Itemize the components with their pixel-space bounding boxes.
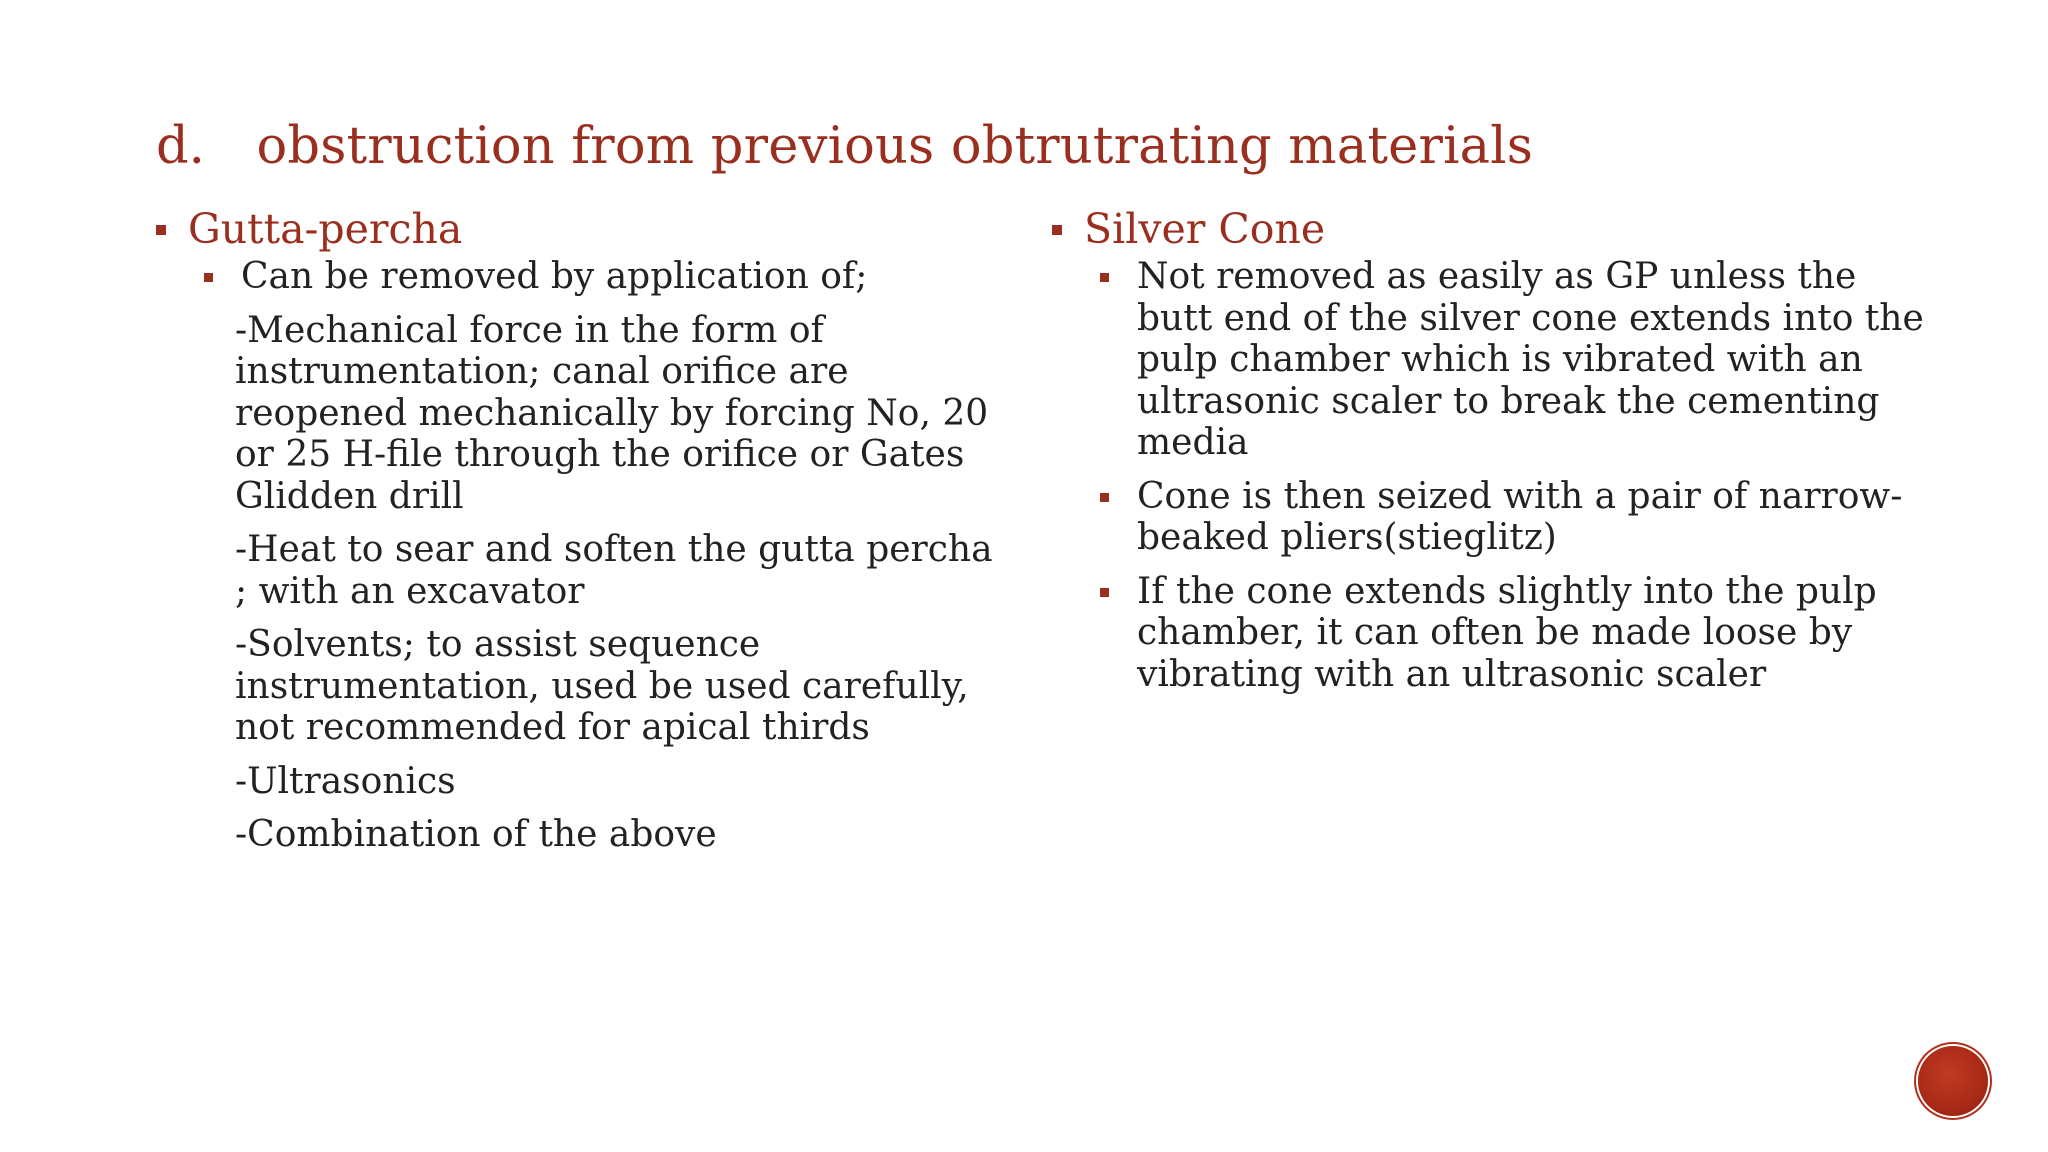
slide-title: d． obstruction from previous obtrutrating materials [156,117,1534,176]
square-bullet-icon [1100,273,1109,282]
list-item-text: Not removed as easily as GP unless the butt end of the silver cone extends into the pulp chamber which is vibrated with an ultrasonic scaler to break the cementing media [1137,256,1924,463]
method-mechanical: -Mechanical force in the form of instrumentation; canal orifice are reopened mechanically by forcing No, 20 or 25 H-file through the orifice or Gates Glidden drill [235,309,989,517]
list-item-text: If the cone extends slightly into the pulp chamber, it can often be made loose by vibrating with an ultrasonic scaler [1137,570,1877,695]
heading-gutta-percha [156,204,1016,254]
silver-cone-list [1100,256,1932,695]
heading-silver-cone [1052,204,1932,254]
square-bullet-icon [156,225,166,235]
gutta-percha-list [204,256,1016,298]
method-heat: -Heat to sear and soften the gutta percha ; with an excavator [235,529,993,612]
method-ultrasonics: -Ultrasonics [235,760,456,802]
list-item-text: Cone is then seized with a pair of narrow-beaked pliers(stieglitz) [1137,475,1903,558]
slide-badge-icon [1918,1046,1988,1116]
heading-label: Gutta-percha [188,205,463,253]
left-column [156,204,1016,868]
square-bullet-icon [1052,225,1062,235]
method-solvents: -Solvents; to assist sequence instrumentation, used be used carefully, not recommended for apical thirds [235,624,969,748]
heading-label: Silver Cone [1084,205,1326,253]
list-item [1100,571,1932,696]
square-bullet-icon [1100,588,1109,597]
list-item-text: Can be removed by application of; [241,256,868,297]
right-column [1052,204,1932,707]
method-combination: -Combination of the above [235,814,717,855]
list-item [204,256,1016,298]
list-item [1100,256,1932,464]
list-item [1100,476,1932,559]
square-bullet-icon [1100,493,1109,502]
square-bullet-icon [204,273,213,282]
